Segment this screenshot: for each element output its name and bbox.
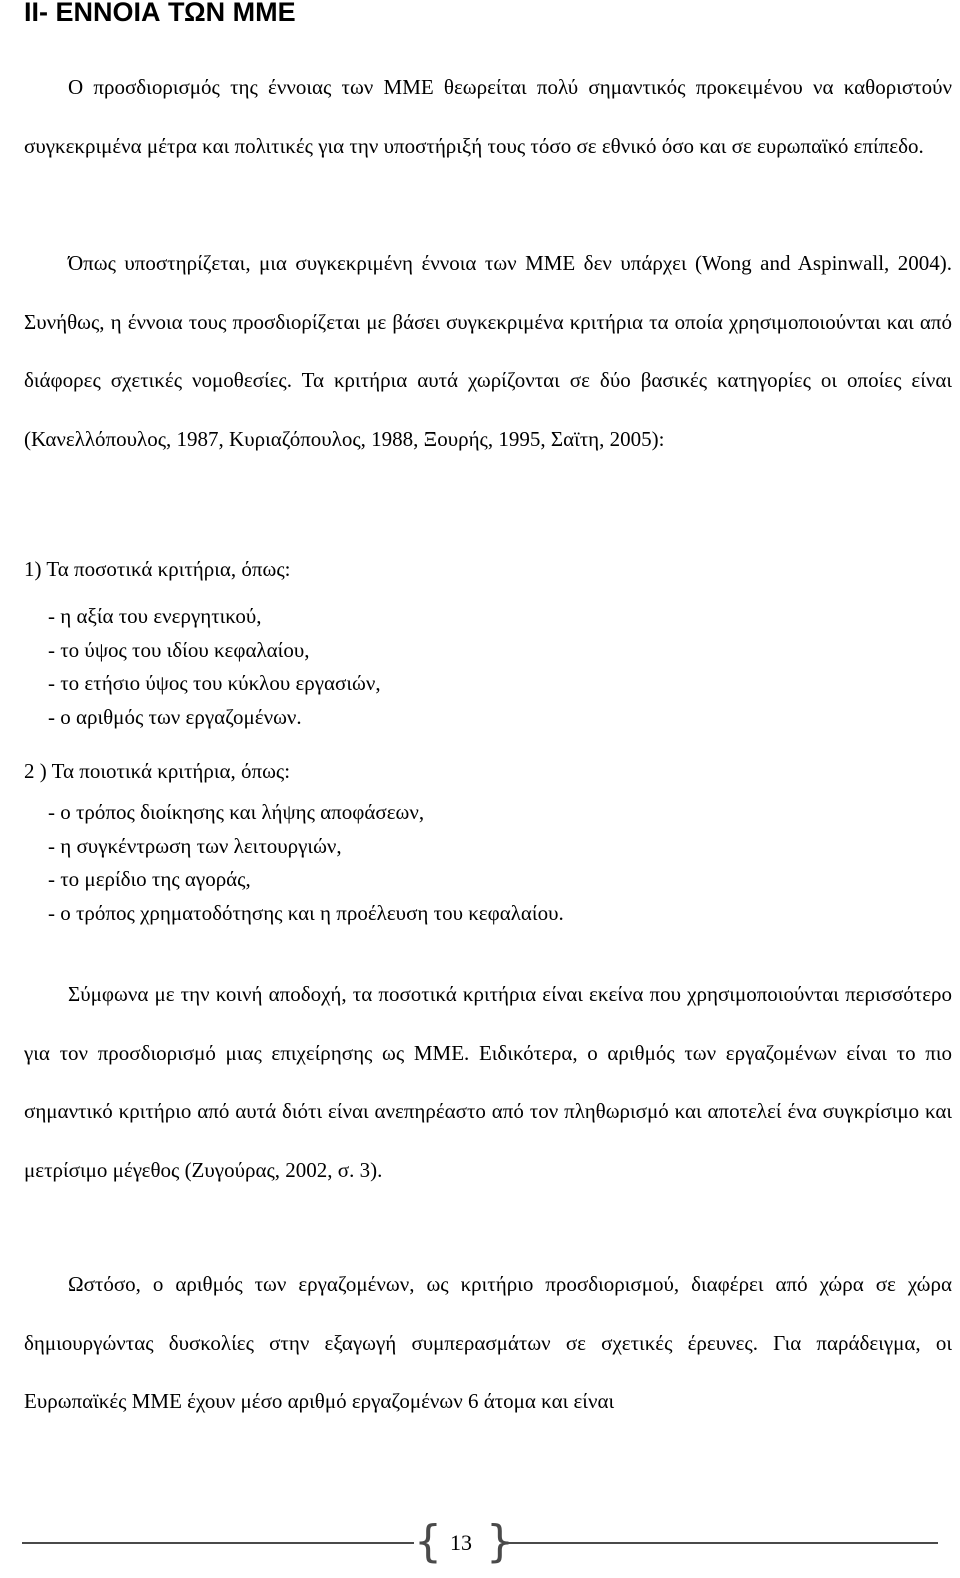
list-item: - η συγκέντρωση των λειτουργιών, xyxy=(48,833,342,858)
footer-rule-left xyxy=(22,1542,414,1544)
quantitative-criteria-title: 1) Τα ποσοτικά κριτήρια, όπως: xyxy=(24,557,291,581)
left-brace-icon: { xyxy=(414,1516,442,1567)
list-item: - η αξία του ενεργητικού, xyxy=(48,604,262,628)
section-heading: II- ΕΝΝΟΙΑ ΤΩΝ ΜΜΕ xyxy=(24,0,296,27)
paragraph-definition-importance: Ο προσδιορισμός της έννοιας των ΜΜΕ θεωρείται πολύ σημαντικός προκειμένου να καθοριστούν συγκεκριμένα μέτρα και πολιτικές για την υποστήριξή τους τόσο σε εθνικό όσο και σε ευρωπαϊκό επίπεδο. xyxy=(24,75,952,158)
paragraph-quantitative-acceptance: Σύμφωνα με την κοινή αποδοχή, τα ποσοτικά κριτήρια είναι εκείνα που χρησιμοποιούνται περισσότερο για τον προσδιορισμό μιας επιχείρησης ως ΜΜΕ. Ειδικότερα, ο αριθμός των εργαζομένων είναι το πιο σημαντικό κριτήριο από αυτά διότι είναι ανεπηρέαστο από τον πληθωρισμό και αποτελεί ένα συγκρίσιμο και μετρίσιμο μέγεθος (Ζυγούρας, 2002, σ. 3). xyxy=(24,982,952,1182)
qualitative-criteria-title: 2 ) Τα ποιοτικά κριτήρια, όπως: xyxy=(24,759,291,783)
page-footer xyxy=(0,1516,960,1570)
list-item: - το ύψος του ιδίου κεφαλαίου, xyxy=(48,637,310,662)
list-item: - το ετήσιο ύψος του κύκλου εργασιών, xyxy=(48,671,381,695)
page-number: 13 xyxy=(450,1530,472,1555)
quantitative-criteria-list xyxy=(48,600,381,734)
footer-rule-right xyxy=(506,1542,938,1544)
list-item: - ο αριθμός των εργαζομένων. xyxy=(48,704,302,729)
right-brace-icon: } xyxy=(486,1516,514,1567)
paragraph-criteria-overview: Όπως υποστηρίζεται, μια συγκεκριμένη έννοια των ΜΜΕ δεν υπάρχει (Wong and Aspinwall, 2004). Συνήθως, η έννοια τους προσδιορίζεται με βάσει συγκεκριμένα κριτήρια τα οποία χρησιμοποιούνται και από διάφορες σχετικές νομοθεσίες. Τα κριτήρια αυτά χωρίζονται σε δύο βασικές κατηγορίες οι οποίες είναι (Κανελλόπουλος, 1987, Κυριαζόπουλος, 1988, Ξουρής, 1995, Σαϊτη, 2005): xyxy=(24,251,952,451)
list-item: - το μερίδιο της αγοράς, xyxy=(48,867,251,891)
list-item: - ο τρόπος διοίκησης και λήψης αποφάσεων, xyxy=(48,800,425,824)
list-item: - ο τρόπος χρηματοδότησης και η προέλευση του κεφαλαίου. xyxy=(48,900,564,925)
qualitative-criteria-list xyxy=(48,796,564,930)
paragraph-employee-count-variation: Ωστόσο, ο αριθμός των εργαζομένων, ως κριτήριο προσδιορισμού, διαφέρει από χώρα σε χώρα δημιουργώντας δυσκολίες στην εξαγωγή συμπερασμάτων σε σχετικές έρευνες. Για παράδειγμα, οι Ευρωπαϊκές ΜΜΕ έχουν μέσο αριθμό εργαζομένων 6 άτομα και είναι xyxy=(24,1272,952,1413)
